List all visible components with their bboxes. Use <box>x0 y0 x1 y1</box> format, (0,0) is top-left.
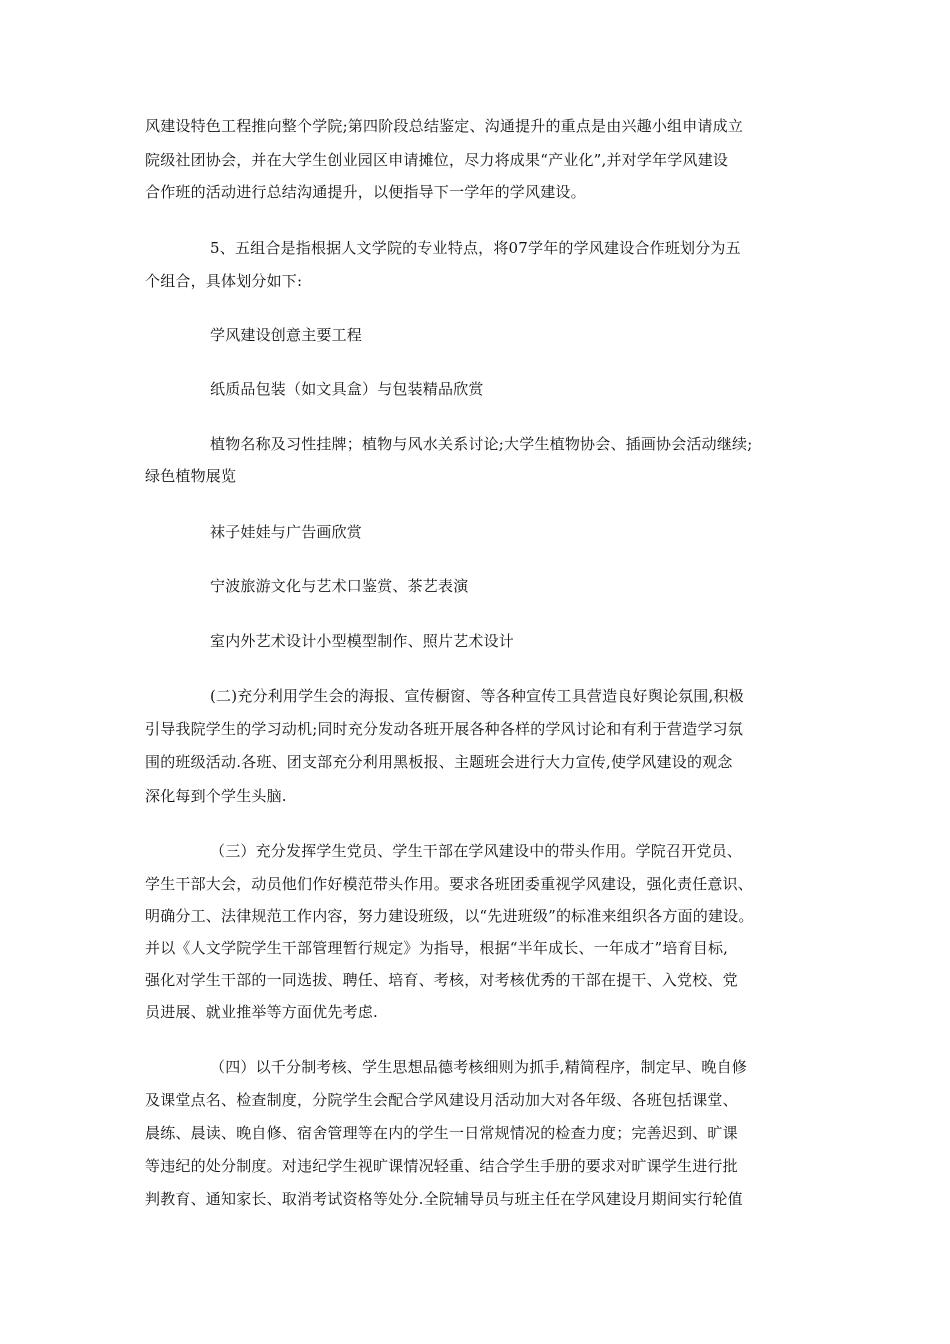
paragraph-line: 院级社团协会，并在大学生创业园区申请摊位，尽力将成果“产业化”,并对学年学风建设 <box>145 151 729 169</box>
list-item: 纸质品包装（如文具盒）与包装精品欣赏 <box>210 380 484 398</box>
paragraph-line: 等违纪的处分制度。对违纪学生视旷课情况轻重、结合学生手册的要求对旷课学生进行批 <box>145 1157 738 1175</box>
paragraph-line: 员进展、就业推举等方面优先考虑. <box>145 1003 378 1021</box>
paragraph-line: 个组合，具体划分如下: <box>145 272 303 290</box>
paragraph-line: (二)充分利用学生会的海报、宣传橱窗、等各种宣传工具营造良好舆论氛围,积极 <box>210 687 744 705</box>
list-item: 学风建设创意主要工程 <box>210 326 363 344</box>
paragraph-line: 风建设特色工程推向整个学院;第四阶段总结鉴定、沟通提升的重点是由兴趣小组申请成立 <box>145 117 744 135</box>
list-item: 袜子娃娃与广告画欣赏 <box>210 523 363 541</box>
paragraph-line: 引导我院学生的学习动机;同时充分发动各班开展各种各样的学风讨论和有利于营造学习氛 <box>145 720 744 738</box>
paragraph-line: 围的班级活动.各班、团支部充分利用黑板报、主题班会进行大力宣传,使学风建设的观念 <box>145 753 733 771</box>
paragraph-line: 判教育、通知家长、取消考试资格等处分.全院辅导员与班主任在学风建设月期间实行轮值 <box>145 1190 743 1208</box>
paragraph-line: 明确分工、法律规范工作内容，努力建设班级，以“先进班级”的标准来组织各方面的建设。 <box>145 907 754 925</box>
list-item: 室内外艺术设计小型模型制作、照片艺术设计 <box>210 632 515 650</box>
paragraph-line: 学生干部大会，动员他们作好模范带头作用。要求各班团委重视学风建设，强化责任意识、 <box>145 875 754 893</box>
paragraph-line: （三）充分发挥学生党员、学生干部在学风建设中的带头作用。学院召开党员、 <box>210 842 743 860</box>
list-item: 植物名称及习性挂牌；植物与风水关系讨论;大学生植物协会、插画协会活动继续; <box>210 435 753 453</box>
paragraph-line: 5、五组合是指根据人文学院的专业特点，将07学年的学风建设合作班划分为五 <box>210 239 741 257</box>
list-item: 宁波旅游文化与艺术口鉴赏、茶艺表演 <box>210 577 469 595</box>
paragraph-line: 及课堂点名、检查制度，分院学生会配合学风建设月活动加大对各年级、各班包括课堂、 <box>145 1091 738 1109</box>
paragraph-line: （四）以千分制考核、学生思想品德考核细则为抓手,精简程序，制定早、晚自修 <box>210 1058 747 1076</box>
paragraph-line: 深化每到个学生头脑. <box>145 787 287 805</box>
paragraph-line: 强化对学生干部的一同选拔、聘任、培育、考核，对考核优秀的干部在提干、入党校、党 <box>145 971 738 989</box>
paragraph-line: 晨练、晨读、晚自修、宿舍管理等在内的学生一日常规情况的检查力度；完善迟到、旷课 <box>145 1124 738 1142</box>
paragraph-line: 合作班的活动进行总结沟通提升，以便指导下一学年的学风建设。 <box>145 183 586 201</box>
paragraph-line: 并以《人文学院学生干部管理暂行规定》为指导，根据“半年成长、一年成才”培育目标, <box>145 939 729 957</box>
list-item: 绿色植物展览 <box>145 467 237 485</box>
